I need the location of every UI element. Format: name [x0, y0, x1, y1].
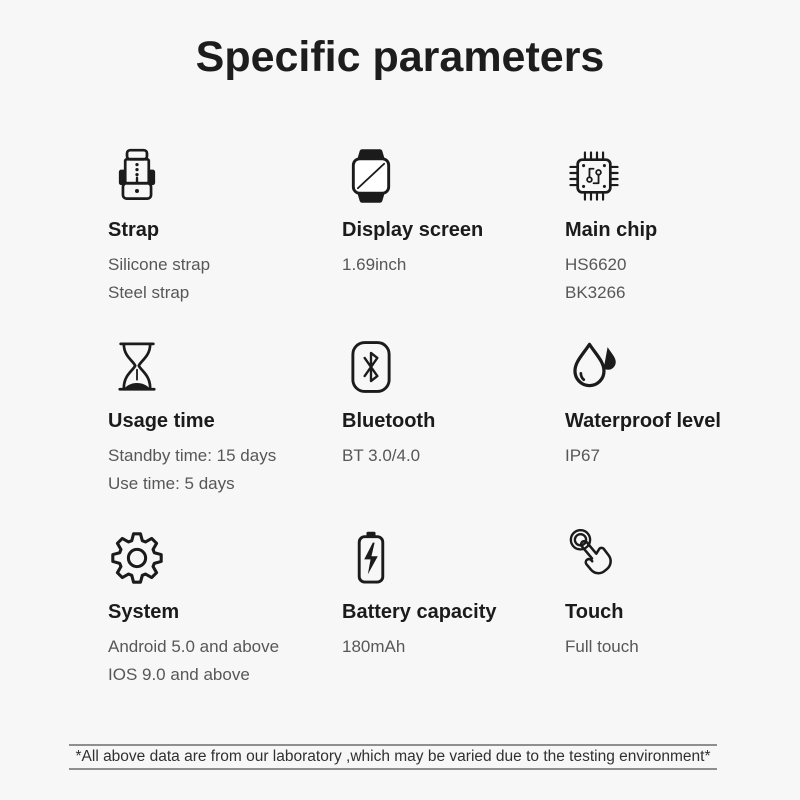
spec-cell-system: [108, 529, 342, 720]
cell-line: Use time: 5 days: [108, 474, 235, 493]
cell-line: 180mAh: [342, 637, 406, 656]
gear-icon: [108, 529, 168, 587]
spec-cell-touch: [565, 529, 800, 720]
cell-line: IP67: [565, 446, 600, 465]
cell-line: IOS 9.0 and above: [108, 665, 250, 684]
cell-line: 1.69inch: [342, 255, 407, 274]
cell-line: BT 3.0/4.0: [342, 446, 421, 465]
cell-label: System: [108, 601, 180, 623]
cell-label: Battery capacity: [342, 601, 497, 623]
cell-line: BK3266: [565, 283, 626, 302]
smartwatch-icon: [342, 147, 402, 205]
spec-cell-strap: [108, 147, 342, 338]
spec-cell-usage: [108, 338, 342, 529]
cell-line: Silicone strap: [108, 255, 211, 274]
spec-cell-battery: [342, 529, 565, 720]
battery-icon: [342, 529, 402, 587]
spec-cell-chip: [565, 147, 800, 338]
cell-line: Full touch: [565, 637, 639, 656]
cell-line: Steel strap: [108, 283, 190, 302]
spec-cell-bluetooth: [342, 338, 565, 529]
hourglass-icon: [108, 338, 168, 396]
cell-line: HS6620: [565, 255, 627, 274]
cell-label: Waterproof level: [565, 410, 721, 432]
disclaimer-footer: [69, 744, 717, 770]
watch-strap-icon: [108, 147, 168, 205]
chip-icon: [565, 147, 625, 205]
spec-cell-display: [342, 147, 565, 338]
cell-label: Touch: [565, 601, 624, 623]
page-title: Specific parameters: [195, 33, 605, 81]
water-drop-icon: [565, 338, 625, 396]
cell-label: Usage time: [108, 410, 215, 432]
cell-line: Android 5.0 and above: [108, 637, 280, 656]
touch-icon: [565, 529, 625, 587]
cell-label: Bluetooth: [342, 410, 436, 432]
spec-cell-waterproof: [565, 338, 800, 529]
disclaimer-text: *All above data are from our laboratory ,which may be varied due to the testing environment*: [75, 748, 711, 765]
cell-line: Standby time: 15 days: [108, 446, 277, 465]
cell-label: Strap: [108, 219, 160, 241]
spec-grid: [108, 147, 800, 720]
cell-label: Display screen: [342, 219, 484, 241]
cell-label: Main chip: [565, 219, 658, 241]
bluetooth-icon: [342, 338, 402, 396]
